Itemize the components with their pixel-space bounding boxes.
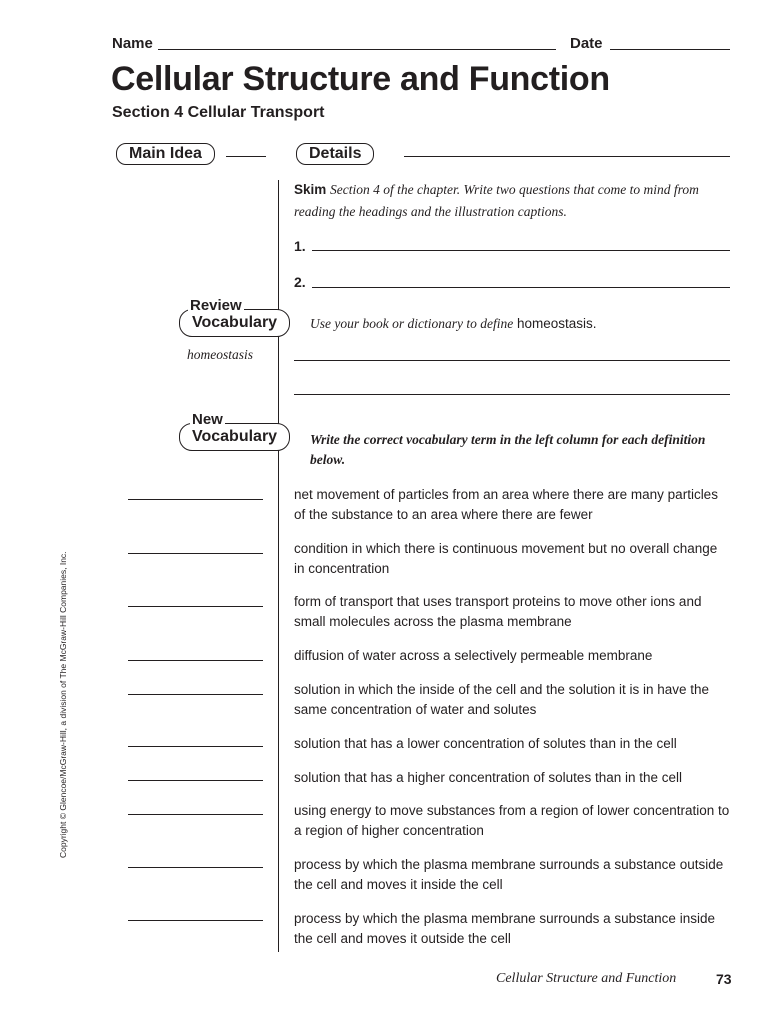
skim-instruction xyxy=(294,179,730,223)
definition-3: form of transport that uses transport proteins to move other ions and small molecules across the plasma membrane xyxy=(294,594,702,629)
column-divider xyxy=(278,180,279,952)
new-vocabulary-pill: Vocabulary xyxy=(179,423,290,451)
definition-6: solution that has a lower concentration of solutes than in the cell xyxy=(294,736,677,751)
review-instruction xyxy=(310,316,597,332)
name-field[interactable] xyxy=(158,49,556,50)
definition-10: process by which the plasma membrane surrounds a substance inside the cell and moves it outside the cell xyxy=(294,911,715,946)
page-number: 73 xyxy=(716,971,732,987)
review-vocabulary-top: Review xyxy=(190,297,242,314)
footer-title: Cellular Structure and Function xyxy=(496,971,677,986)
new-vocab-instruction: Write the correct vocabulary term in the left column for each definition below. xyxy=(310,432,706,467)
review-instruction-text: Use your book or dictionary to define xyxy=(310,316,514,331)
definition-4: diffusion of water across a selectively permeable membrane xyxy=(294,648,653,663)
review-vocabulary-pill: Vocabulary xyxy=(179,309,290,337)
definition-2: condition in which there is continuous movement but no overall change in concentration xyxy=(294,541,718,576)
term-blank-9[interactable] xyxy=(128,867,263,868)
skim-label: Skim xyxy=(294,182,327,197)
question-1-number: 1. xyxy=(294,238,306,254)
definition-8: using energy to move substances from a region of lower concentration to a region of higher concentration xyxy=(294,803,730,838)
definition-7: solution that has a higher concentration of solutes than in the cell xyxy=(294,770,682,785)
review-definition-line-2[interactable] xyxy=(294,394,730,395)
term-blank-1[interactable] xyxy=(128,499,263,500)
term-blank-10[interactable] xyxy=(128,920,263,921)
term-blank-2[interactable] xyxy=(128,553,263,554)
term-blank-3[interactable] xyxy=(128,606,263,607)
term-blank-5[interactable] xyxy=(128,694,263,695)
term-blank-6[interactable] xyxy=(128,746,263,747)
definition-9: process by which the plasma membrane surrounds a substance outside the cell and moves it inside the cell xyxy=(294,857,724,892)
details-tab: Details xyxy=(296,143,374,165)
details-rule xyxy=(404,156,730,157)
date-field[interactable] xyxy=(610,49,730,50)
question-1-field[interactable] xyxy=(312,250,730,251)
term-blank-8[interactable] xyxy=(128,814,263,815)
main-idea-tab: Main Idea xyxy=(116,143,215,165)
definition-5: solution in which the inside of the cell and the solution it is in have the same concentration of water and solutes xyxy=(294,682,710,717)
name-label: Name xyxy=(112,35,153,52)
definition-1: net movement of particles from an area where there are many particles of the substance to an area where there are fewer xyxy=(294,487,718,522)
skim-text: Section 4 of the chapter. Write two questions that come to mind from reading the headings and the illustration captions. xyxy=(294,182,699,219)
copyright-notice: Copyright © Glencoe/McGraw-Hill, a division of The McGraw-Hill Companies, Inc. xyxy=(58,551,68,858)
term-blank-7[interactable] xyxy=(128,780,263,781)
review-term: homeostasis xyxy=(187,347,254,362)
date-label: Date xyxy=(570,35,603,52)
question-2-number: 2. xyxy=(294,274,306,290)
main-idea-rule xyxy=(226,156,266,157)
new-vocabulary-top: New xyxy=(192,411,223,428)
question-2-field[interactable] xyxy=(312,287,730,288)
term-blank-4[interactable] xyxy=(128,660,263,661)
review-instruction-term: homeostasis. xyxy=(516,316,597,331)
section-subtitle: Section 4 Cellular Transport xyxy=(112,104,325,121)
review-definition-line-1[interactable] xyxy=(294,360,730,361)
page-title: Cellular Structure and Function xyxy=(111,60,610,98)
